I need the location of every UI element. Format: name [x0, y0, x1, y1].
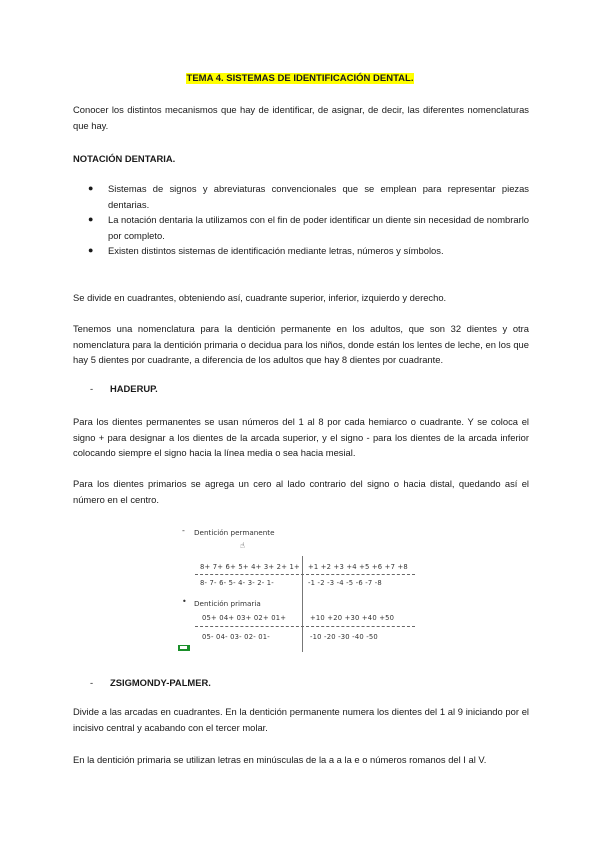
bullet-item: ● Sistemas de signos y abreviaturas convencionales que se emplean para representar piezas dentarias.	[88, 183, 529, 210]
figure-bullet: •	[182, 597, 187, 606]
green-marker-icon	[178, 645, 190, 651]
figure-dash: -	[182, 526, 185, 535]
occlusal-line	[195, 574, 415, 575]
perm-label: Dentición permanente	[194, 528, 275, 537]
intro-paragraph: Conocer los distintos mecanismos que hay de identificar, de asignar, de decir, las diferentes nomenclaturas que hay.	[73, 104, 529, 131]
perm-upper-right: +1 +2 +3 +4 +5 +6 +7 +8	[308, 563, 408, 571]
bullet-icon: ●	[88, 245, 94, 255]
haderup-paragraph-1: Para los dientes permanentes se usan números del 1 al 8 por cada hemiarco o cuadrante. Y se coloca el signo + para designar a los dientes de la arcada superior, y el signo - para los dientes de la arcada inferior colocando siempre el signo hacia la línea media o sea hacia mesial.	[73, 416, 529, 458]
nomenclatura-paragraph: Tenemos una nomenclatura para la dentición permanente en los adultos, que son 32 dientes y otra nomenclatura para la dentición primaria o decidua para los niños, donde están los lentes de leche, en los que hay 5 dientes por cuadrante, a diferencia de los adultos que hay 8 dientes por cuadrante.	[73, 323, 529, 365]
hand-cursor-icon: ☝	[240, 541, 245, 550]
document-title: TEMA 4. SISTEMAS DE IDENTIFICACIÓN DENTAL.	[186, 73, 414, 84]
bullet-item: ● La notación dentaria la utilizamos con el fin de poder identificar un diente sin necesidad de nombrarlo por completo.	[88, 214, 529, 241]
haderup-paragraph-2: Para los dientes primarios se agrega un cero al lado contrario del signo o hacia distal, quedando así el número en el centro.	[73, 478, 529, 505]
prim-upper-left: 05+ 04+ 03+ 02+ 01+	[202, 614, 287, 622]
notacion-heading: NOTACIÓN DENTARIA.	[73, 153, 176, 164]
bullet-item: ● Existen distintos sistemas de identificación mediante letras, números y símbolos.	[88, 243, 529, 259]
bullet-icon: ●	[88, 214, 94, 224]
perm-lower-right: -1 -2 -3 -4 -5 -6 -7 -8	[308, 579, 382, 587]
perm-lower-left: 8- 7- 6- 5- 4- 3- 2- 1-	[200, 579, 274, 587]
prim-upper-right: +10 +20 +30 +40 +50	[310, 614, 395, 622]
haderup-figure	[180, 526, 420, 654]
prim-lower-left: 05- 04- 03- 02- 01-	[202, 633, 270, 641]
cuadrantes-paragraph: Se divide en cuadrantes, obteniendo así, cuadrante superior, inferior, izquierdo y derecho.	[73, 292, 447, 303]
perm-upper-left: 8+ 7+ 6+ 5+ 4+ 3+ 2+ 1+	[200, 563, 300, 571]
midline	[302, 556, 303, 652]
haderup-heading: - HADERUP.	[90, 383, 158, 394]
bullet-icon: ●	[88, 183, 94, 193]
zsigmondy-heading: - ZSIGMONDY-PALMER.	[90, 677, 211, 688]
zsigmondy-paragraph-1: Divide a las arcadas en cuadrantes. En la dentición permanente numera los dientes del 1 al 9 iniciando por el incisivo central y acabando con el tercer molar.	[73, 706, 529, 733]
prim-label: Dentición primaria	[194, 599, 261, 608]
zsigmondy-paragraph-2: En la dentición primaria se utilizan letras en minúsculas de la a a la e o números romanos del I al V.	[73, 754, 487, 765]
prim-lower-right: -10 -20 -30 -40 -50	[310, 633, 378, 641]
occlusal-line	[195, 626, 415, 627]
